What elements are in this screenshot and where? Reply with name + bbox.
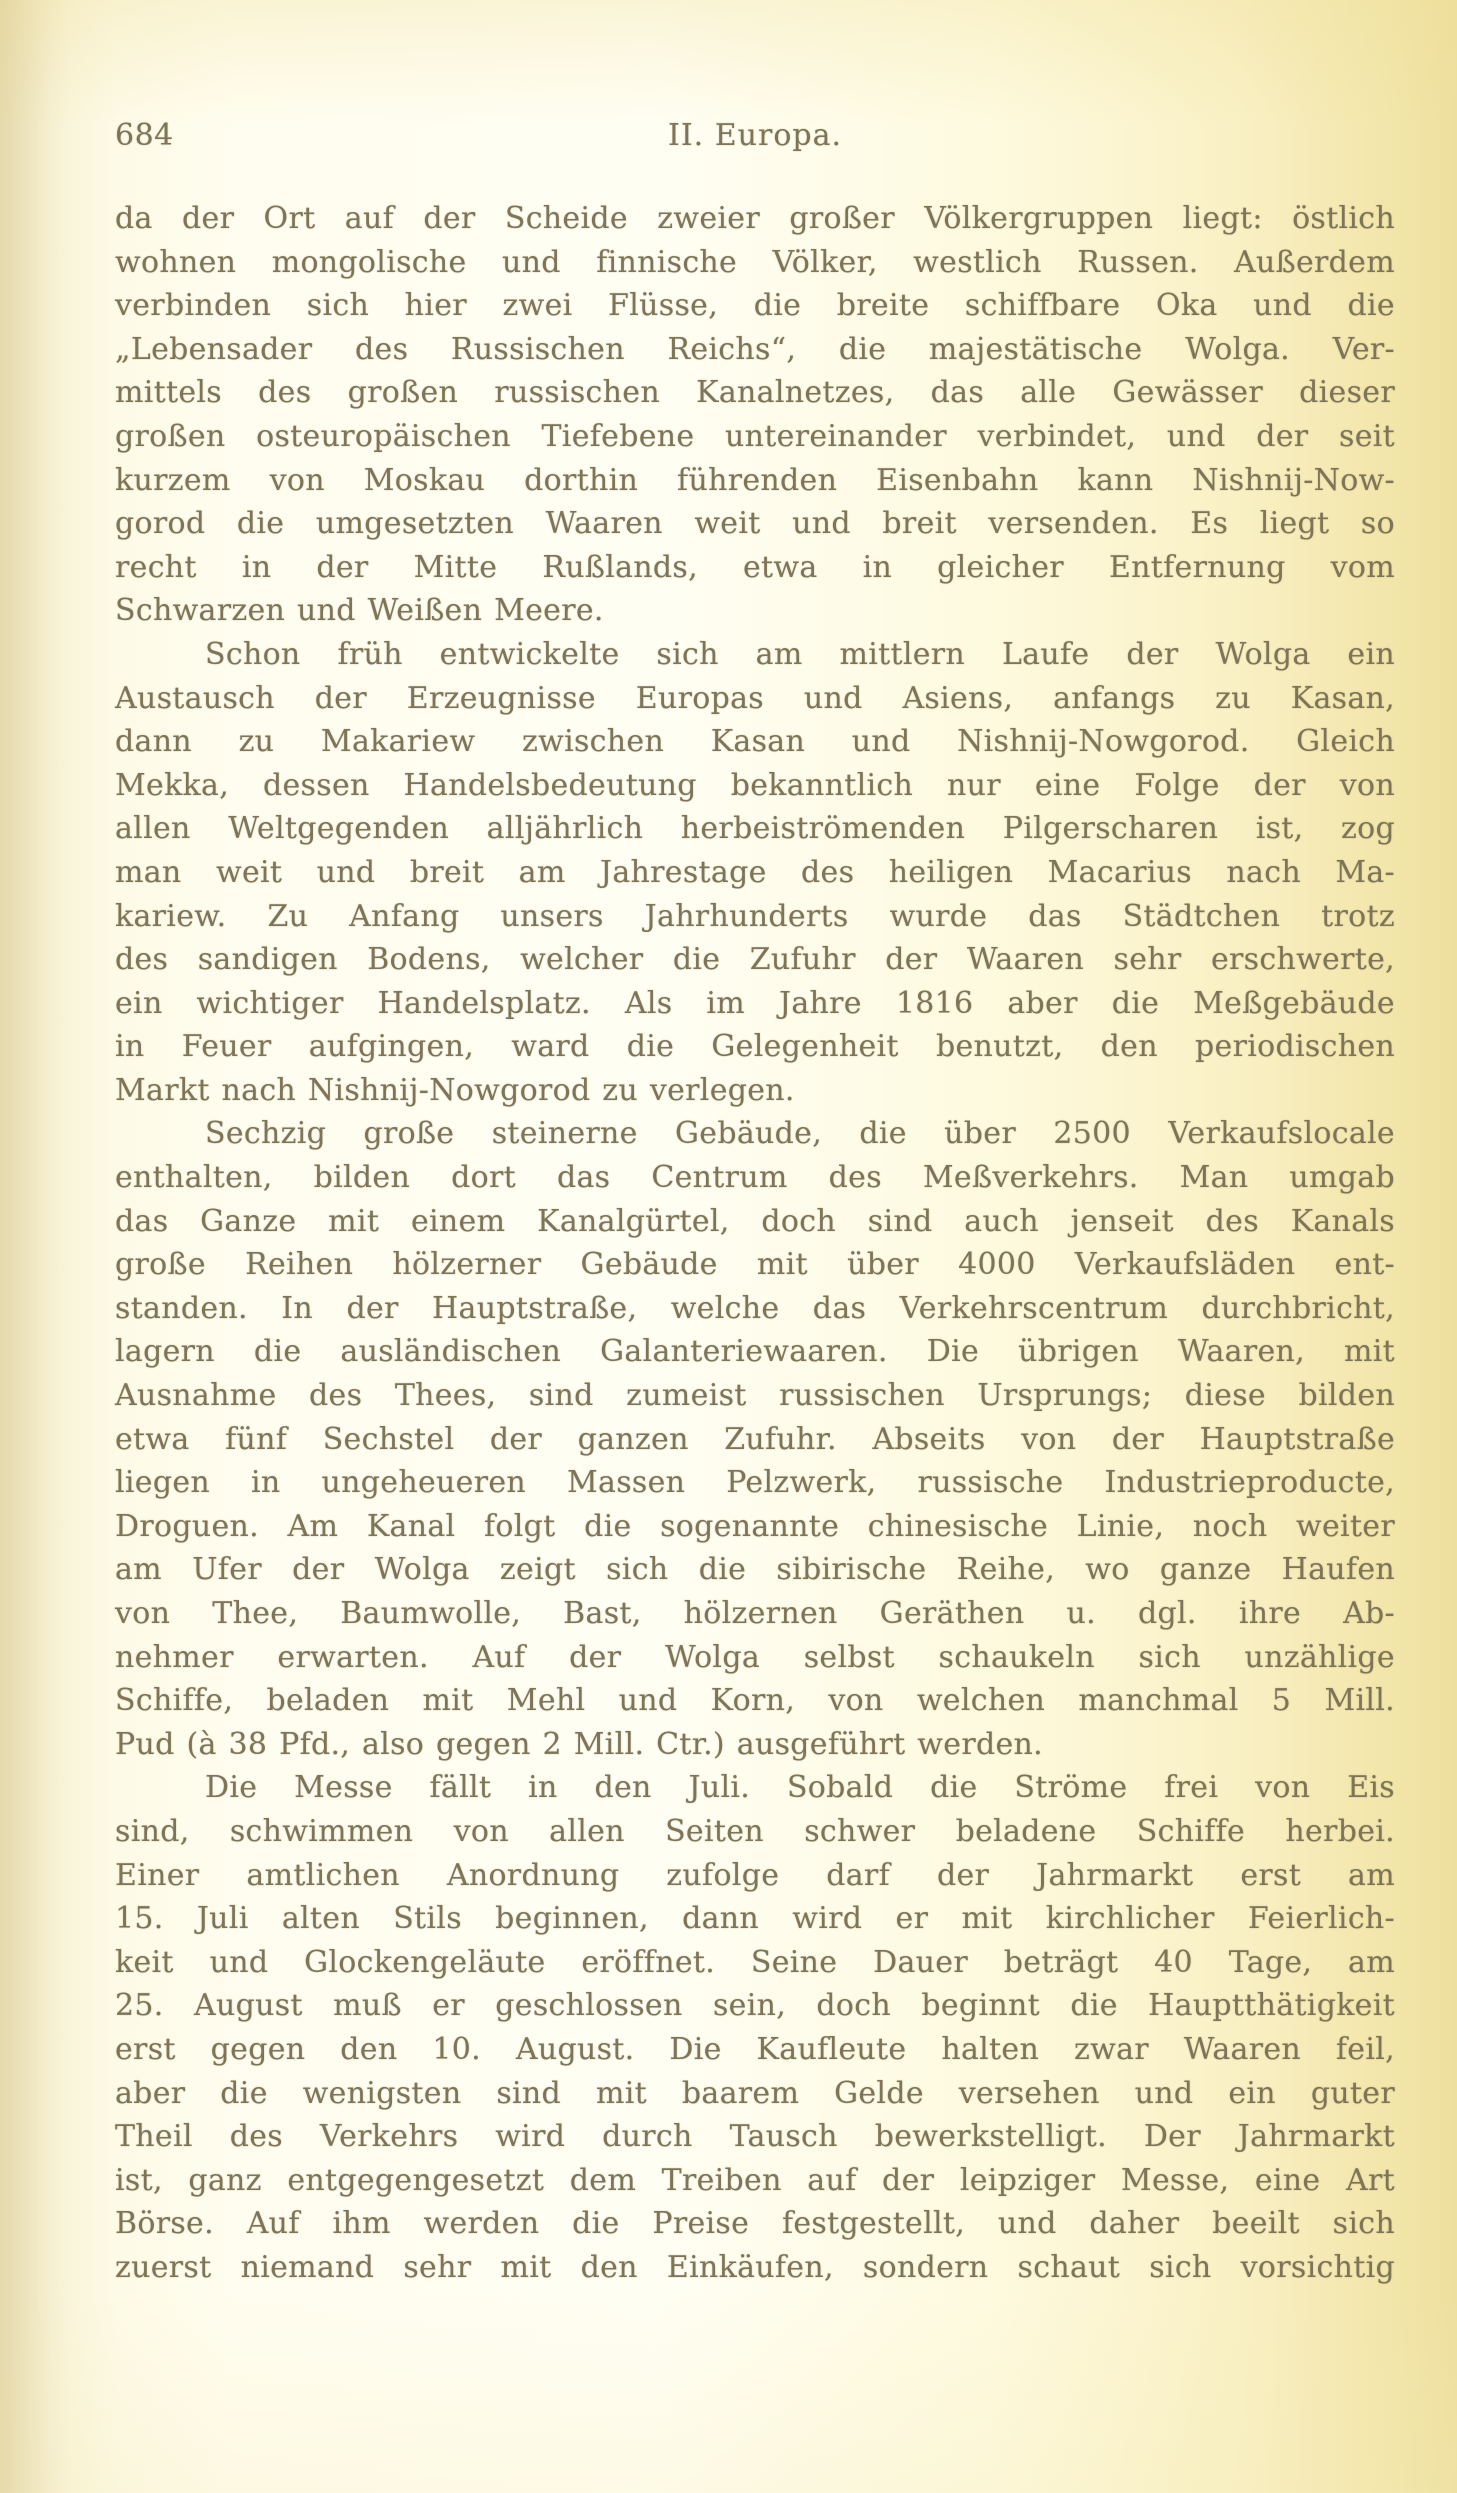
text-line: 15. Juli alten Stils beginnen, dann wird er mit kirchlicher Feierlich- — [115, 1901, 1395, 1937]
text-line: liegen in ungeheueren Massen Pelzwerk, russische Industrieproducte, — [115, 1465, 1395, 1501]
page-edge-shading — [0, 0, 70, 2493]
text-line: keit und Glockengeläute eröffnet. Seine Dauer beträgt 40 Tage, am — [115, 1944, 1395, 1980]
text-line: am Ufer der Wolga zeigt sich die sibirische Reihe, wo ganze Haufen — [115, 1552, 1395, 1588]
text-line: Schwarzen und Weißen Meere. — [115, 593, 604, 629]
text-line: etwa fünf Sechstel der ganzen Zufuhr. Abseits von der Hauptstraße — [115, 1421, 1395, 1457]
text-line: man weit und breit am Jahrestage des heiligen Macarius nach Ma- — [115, 854, 1395, 890]
text-line: Die Messe fällt in den Juli. Sobald die Ströme frei von Eis — [205, 1770, 1395, 1806]
text-line: da der Ort auf der Scheide zweier großer Völkergruppen liegt: östlich — [115, 201, 1395, 236]
text-line: wohnen mongolische und finnische Völker, westlich Russen. Außerdem — [115, 244, 1395, 280]
text-line: großen osteuropäischen Tiefebene untereinander verbindet, und der seit — [115, 418, 1395, 454]
text-line: allen Weltgegenden alljährlich herbeiströmenden Pilgerscharen ist, zog — [115, 811, 1395, 847]
text-line: von Thee, Baumwolle, Bast, hölzernen Geräthen u. dgl. ihre Ab- — [115, 1596, 1395, 1631]
text-line: des sandigen Bodens, welcher die Zufuhr der Waaren sehr erschwerte, — [115, 942, 1395, 978]
text-line: Schon früh entwickelte sich am mittlern Laufe der Wolga ein — [205, 636, 1395, 672]
text-line: 25. August muß er geschlossen sein, doch beginnt die Hauptthätigkeit — [115, 1988, 1395, 2024]
text-line: recht in der Mitte Rußlands, etwa in gleicher Entfernung vom — [115, 549, 1395, 585]
text-line: kurzem von Moskau dorthin führenden Eisenbahn kann Nishnij-Now- — [115, 462, 1395, 498]
text-line: Mekka, dessen Handelsbedeutung bekanntlich nur eine Folge der von — [115, 767, 1395, 803]
paragraph — [115, 197, 1395, 633]
text-line: Austausch der Erzeugnisse Europas und Asiens, anfangs zu Kasan, — [115, 680, 1395, 716]
text-line: lagern die ausländischen Galanteriewaaren. Die übrigen Waaren, mit — [115, 1334, 1395, 1370]
text-line: ist, ganz entgegengesetzt dem Treiben auf der leipziger Messe, eine Art — [115, 2162, 1395, 2198]
page-number: 684 — [115, 118, 174, 153]
text-line: mittels des großen russischen Kanalnetzes, das alle Gewässer dieser — [115, 375, 1395, 411]
text-line: Droguen. Am Kanal folgt die sogenannte chinesische Linie, noch weiter — [115, 1508, 1395, 1544]
text-line: Ausnahme des Thees, sind zumeist russischen Ursprungs; diese bilden — [115, 1378, 1395, 1414]
text-line: Schiffe, beladen mit Mehl und Korn, von welchen manchmal 5 Mill. — [115, 1683, 1395, 1719]
paragraph — [115, 1112, 1395, 1766]
text-line: enthalten, bilden dort das Centrum des Meßverkehrs. Man umgab — [115, 1160, 1395, 1196]
text-line: erst gegen den 10. August. Die Kaufleute halten zwar Waaren feil, — [115, 2031, 1395, 2067]
text-line: das Ganze mit einem Kanalgürtel, doch sind auch jenseit des Kanals — [115, 1203, 1395, 1239]
text-line: sind, schwimmen von allen Seiten schwer beladene Schiffe herbei. — [115, 1813, 1395, 1849]
paragraph — [115, 1766, 1395, 2289]
text-line: ein wichtiger Handelsplatz. Als im Jahre 1816 aber die Meßgebäude — [115, 985, 1395, 1021]
text-line: in Feuer aufgingen, ward die Gelegenheit benutzt, den periodischen — [115, 1029, 1395, 1065]
text-line: aber die wenigsten sind mit baarem Gelde versehen und ein guter — [115, 2075, 1395, 2111]
text-line: Einer amtlichen Anordnung zufolge darf der Jahrmarkt erst am — [115, 1857, 1395, 1893]
text-line: zuerst niemand sehr mit den Einkäufen, sondern schaut sich vorsichtig — [115, 2249, 1395, 2285]
text-line: nehmer erwarten. Auf der Wolga selbst schaukeln sich unzählige — [115, 1639, 1395, 1675]
text-line: kariew. Zu Anfang unsers Jahrhunderts wurde das Städtchen trotz — [115, 898, 1395, 934]
text-line: „Lebensader des Russischen Reichs“, die majestätische Wolga. Ver- — [115, 331, 1395, 367]
text-line: Pud (à 38 Pfd., also gegen 2 Mill. Ctr.) ausgeführt werden. — [115, 1726, 1043, 1762]
text-line: standen. In der Hauptstraße, welche das Verkehrscentrum durchbricht, — [115, 1290, 1395, 1326]
text-line: Sechzig große steinerne Gebäude, die über 2500 Verkaufslocale — [205, 1116, 1395, 1152]
text-line: Theil des Verkehrs wird durch Tausch bewerkstelligt. Der Jahrmarkt — [115, 2119, 1395, 2155]
text-line: große Reihen hölzerner Gebäude mit über 4000 Verkaufsläden ent- — [115, 1247, 1395, 1283]
text-line: Markt nach Nishnij-Nowgorod zu verlegen. — [115, 1072, 795, 1108]
paragraph — [115, 633, 1395, 1113]
running-header — [115, 118, 1395, 162]
text-line: gorod die umgesetzten Waaren weit und breit versenden. Es liegt so — [115, 506, 1395, 542]
page-text — [115, 197, 1395, 2290]
text-line: verbinden sich hier zwei Flüsse, die breite schiffbare Oka und die — [115, 288, 1395, 324]
text-line: dann zu Makariew zwischen Kasan und Nishnij-Nowgorod. Gleich — [115, 724, 1395, 760]
running-title: II. Europa. — [667, 118, 843, 153]
text-line: Börse. Auf ihm werden die Preise festgestellt, und daher beeilt sich — [115, 2206, 1395, 2242]
